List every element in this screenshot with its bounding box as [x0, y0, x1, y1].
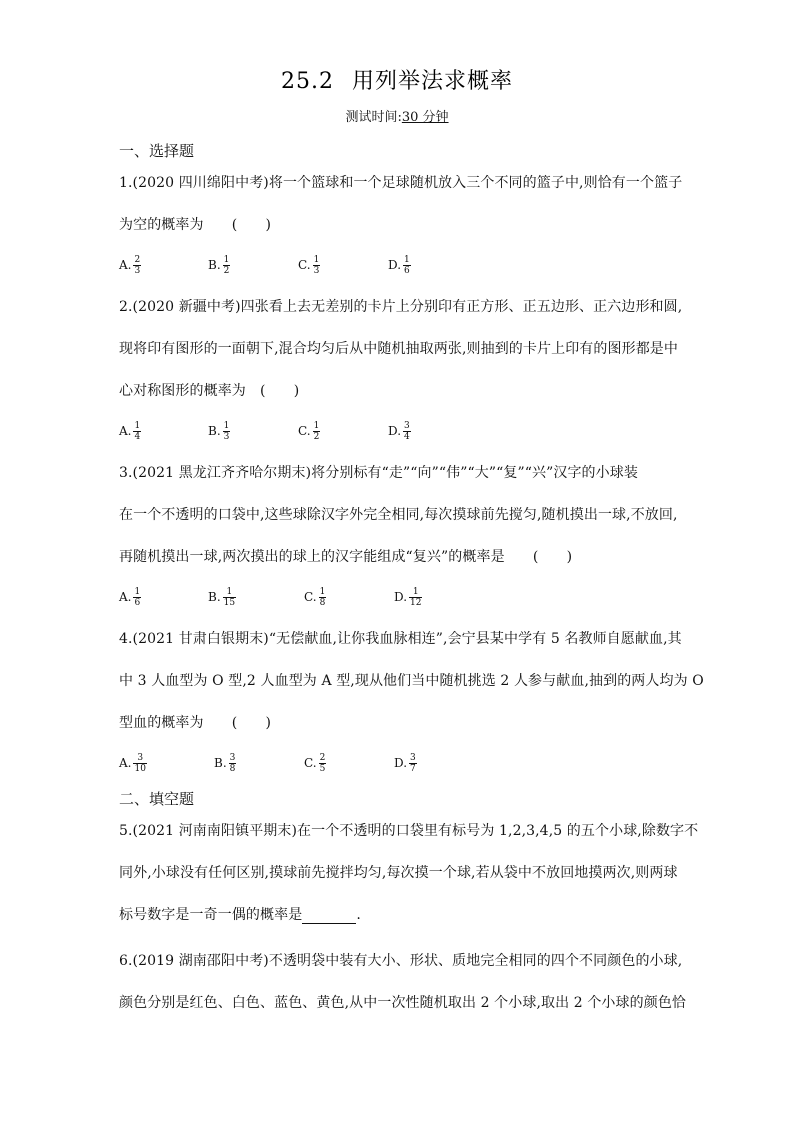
option-c[interactable]: C. $\frac{1}{3}$	[298, 254, 320, 276]
option-b[interactable]: B. $\frac{3}{8}$	[214, 752, 236, 774]
fraction: $\frac{1}{15}$	[223, 586, 236, 608]
fraction: $\frac{1}{6}$	[134, 586, 141, 608]
fraction: $\frac{1}{3}$	[313, 254, 320, 276]
fraction: $\frac{3}{4}$	[404, 420, 410, 442]
question-5-text: 标号数字是一奇一偶的概率是	[119, 907, 303, 923]
option-c[interactable]: C. $\frac{1}{8}$	[304, 586, 326, 608]
question-6-line-2: 颜色分别是红色、白色、蓝色、黄色,从中一次性随机取出 2 个小球,取出 2 个小球的颜色恰	[119, 995, 687, 1011]
section-number: 25.2	[281, 69, 334, 94]
question-5-line-3	[119, 904, 679, 924]
fraction: $\frac{1}{2}$	[313, 420, 320, 442]
question-2-line-1: 2.(2020 新疆中考)四张看上去无差别的卡片上分别印有正方形、正五边形、正六边形和圆,	[119, 299, 683, 315]
option-d[interactable]: D. $\frac{3}{7}$	[394, 752, 416, 774]
option-a[interactable]: A. $\frac{2}{3}$	[119, 254, 141, 276]
page-title	[0, 64, 794, 95]
option-c[interactable]: C. $\frac{2}{5}$	[304, 752, 326, 774]
option-d[interactable]: D. $\frac{1}{6}$	[388, 254, 410, 276]
fraction: $\frac{2}{5}$	[319, 752, 326, 774]
question-1-line-1: 1.(2020 四川绵阳中考)将一个篮球和一个足球随机放入三个不同的篮子中,则恰有一个篮子	[119, 175, 683, 191]
question-3-line-2: 在一个不透明的口袋中,这些球除汉字外完全相同,每次摸球前先搅匀,随机摸出一球,不放回,	[119, 507, 678, 523]
question-2-line-2: 现将印有图形的一面朝下,混合均匀后从中随机抽取两张,则抽到的卡片上印有的图形都是中	[119, 341, 678, 357]
question-6-line-1: 6.(2019 湖南邵阳中考)不透明袋中装有大小、形状、质地完全相同的四个不同颜色的小球,	[119, 953, 683, 969]
fraction: $\frac{1}{4}$	[134, 420, 141, 442]
answer-blank[interactable]	[302, 909, 356, 924]
test-time	[0, 106, 794, 125]
question-5-line-2: 同外,小球没有任何区别,摸球前先搅拌均匀,每次摸一个球,若从袋中不放回地摸两次,则两球	[119, 865, 678, 881]
fraction: $\frac{3}{8}$	[229, 752, 236, 774]
fraction: $\frac{1}{8}$	[319, 586, 326, 608]
option-d[interactable]: D. $\frac{1}{12}$	[394, 586, 422, 608]
option-a[interactable]: A. $\frac{1}{4}$	[119, 420, 141, 442]
section-title: 用列举法求概率	[351, 69, 513, 94]
fraction: $\frac{1}{2}$	[223, 254, 230, 276]
question-4-line-1: 4.(2021 甘肃白银期末)“无偿献血,让你我血脉相连”,会宁县某中学有 5 名教师自愿献血,其	[119, 631, 682, 647]
section-heading-choice: 一、选择题	[119, 142, 195, 160]
fraction: $\frac{1}{12}$	[410, 586, 422, 608]
fraction: $\frac{2}{3}$	[134, 254, 141, 276]
question-3-line-3: 再随机摸出一球,两次摸出的球上的汉字能组成“复兴”的概率是 ( )	[119, 549, 573, 565]
question-4-line-2: 中 3 人血型为 O 型,2 人血型为 A 型,现从他们当中随机挑选 2 人参与献血,抽到的两人均为 O	[119, 673, 704, 689]
option-a[interactable]: A. $\frac{3}{10}$	[119, 752, 146, 774]
option-b[interactable]: B. $\frac{1}{2}$	[208, 254, 230, 276]
question-2-line-3: 心对称图形的概率为 ( )	[119, 383, 300, 399]
fraction: $\frac{3}{7}$	[410, 752, 416, 774]
option-d[interactable]: D. $\frac{3}{4}$	[388, 420, 410, 442]
question-1-line-2: 为空的概率为 ( )	[119, 217, 272, 233]
test-time-label: 测试时间:	[345, 110, 402, 125]
question-5-end: .	[356, 907, 361, 923]
fraction: $\frac{3}{10}$	[134, 752, 146, 774]
question-5-line-1: 5.(2021 河南南阳镇平期末)在一个不透明的口袋里有标号为 1,2,3,4,5 的五个小球,除数字不	[119, 823, 699, 839]
fraction: $\frac{1}{6}$	[404, 254, 410, 276]
question-3-line-1: 3.(2021 黑龙江齐齐哈尔期末)将分别标有“走”“向”“伟”“大”“复”“兴”汉字的小球装	[119, 465, 638, 481]
question-4-line-3: 型血的概率为 ( )	[119, 715, 272, 731]
option-a[interactable]: A. $\frac{1}{6}$	[119, 586, 141, 608]
option-c[interactable]: C. $\frac{1}{2}$	[298, 420, 320, 442]
option-b[interactable]: B. $\frac{1}{3}$	[208, 420, 230, 442]
option-b[interactable]: B. $\frac{1}{15}$	[208, 586, 236, 608]
test-time-value: 30 分钟	[401, 110, 449, 125]
section-heading-fill: 二、填空题	[119, 790, 195, 808]
fraction: $\frac{1}{3}$	[223, 420, 230, 442]
